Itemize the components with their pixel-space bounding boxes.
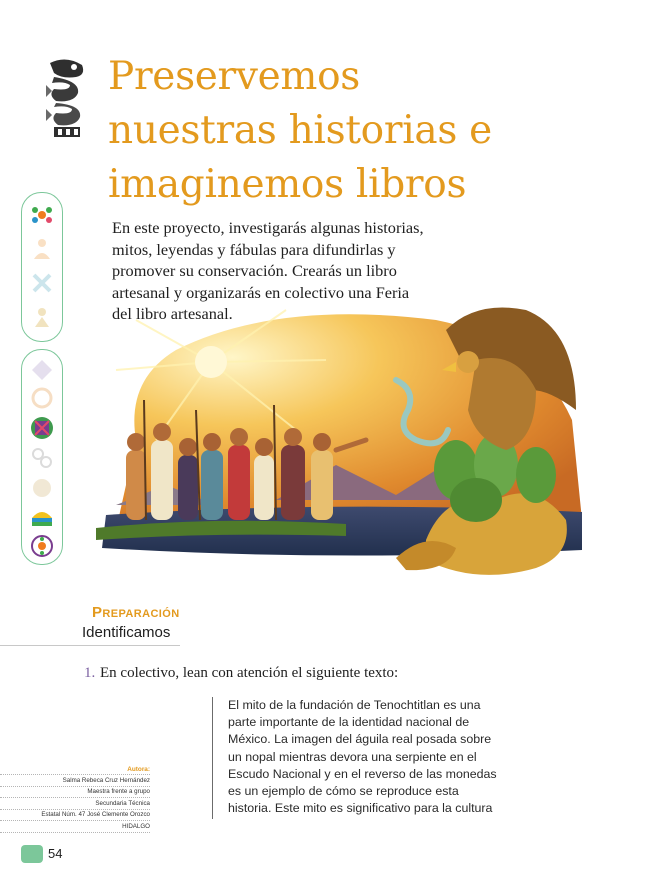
reading-line: El mito de la fundación de Tenochtitlan es una — [228, 698, 481, 712]
faded-people-icon — [30, 237, 54, 261]
intro-line: En este proyecto, investigarás algunas historias, — [112, 218, 424, 237]
intro-line: promover su conservación. Crearás un libro — [112, 261, 397, 280]
faded-figure-icon — [30, 305, 54, 329]
section-title: Identificamos — [82, 624, 171, 641]
author-credits — [0, 766, 150, 833]
page-badge-icon — [21, 845, 43, 863]
reading-line: un nopal mientras devora una serpiente en el — [228, 749, 477, 764]
title-line: Preservemos — [108, 54, 360, 99]
intro-line: artesanal y organizarás en colectivo una Feria — [112, 282, 410, 302]
author-line: Secundaria Técnica — [0, 797, 150, 809]
reading-rule — [212, 697, 213, 819]
faded-diamond-icon — [30, 358, 54, 382]
section-divider — [0, 645, 180, 646]
page-number: 54 — [48, 846, 63, 861]
title-line: imaginemos libros — [108, 162, 467, 207]
colorful-landscape-icon — [30, 504, 54, 528]
purple-square-icon — [30, 416, 54, 440]
aztec-serpent-glyph-icon — [40, 55, 92, 141]
campo-rail-top — [21, 192, 63, 342]
reading-excerpt — [228, 697, 528, 817]
author-line: HIDALGO — [0, 820, 150, 833]
faded-circle-icon — [30, 476, 54, 500]
page-title — [108, 50, 648, 212]
section-label: Preparación — [92, 604, 180, 621]
reading-line: historia. Este mito es significativo para la cultura — [228, 801, 493, 816]
colorful-flower-icon — [30, 203, 54, 227]
reading-line: parte importante de la identidad nacional de — [228, 715, 470, 730]
tenochtitlan-illustration — [96, 300, 582, 590]
faded-cross-icon — [30, 271, 54, 295]
flower-badge-icon — [30, 534, 54, 558]
faded-chain-icon — [30, 446, 54, 470]
intro-line: mitos, leyendas y fábulas para difundirlas y — [112, 239, 396, 259]
intro-line: del libro artesanal. — [112, 304, 233, 323]
campo-rail-bottom — [21, 349, 63, 565]
author-line: Maestra frente a grupo — [0, 786, 150, 798]
author-line: Estatal Núm. 47 José Clemente Orozco — [0, 809, 150, 821]
sun-icon — [195, 346, 227, 378]
faded-spiral-icon — [30, 386, 54, 410]
author-line: Salma Rebeca Cruz Hernández — [0, 774, 150, 786]
step-number: 1. — [84, 665, 96, 681]
author-label: Autora: — [127, 766, 150, 773]
title-line: nuestras historias e — [108, 108, 492, 153]
reading-line: México. La imagen del águila real posada sobre — [228, 732, 492, 747]
reading-line: Escudo Nacional y en el reverso de las monedas — [228, 766, 497, 781]
reading-line: es un ejemplo de cómo se reproduce esta — [228, 784, 459, 799]
step-instruction: En colectivo, lean con atención el siguiente texto: — [100, 665, 399, 681]
